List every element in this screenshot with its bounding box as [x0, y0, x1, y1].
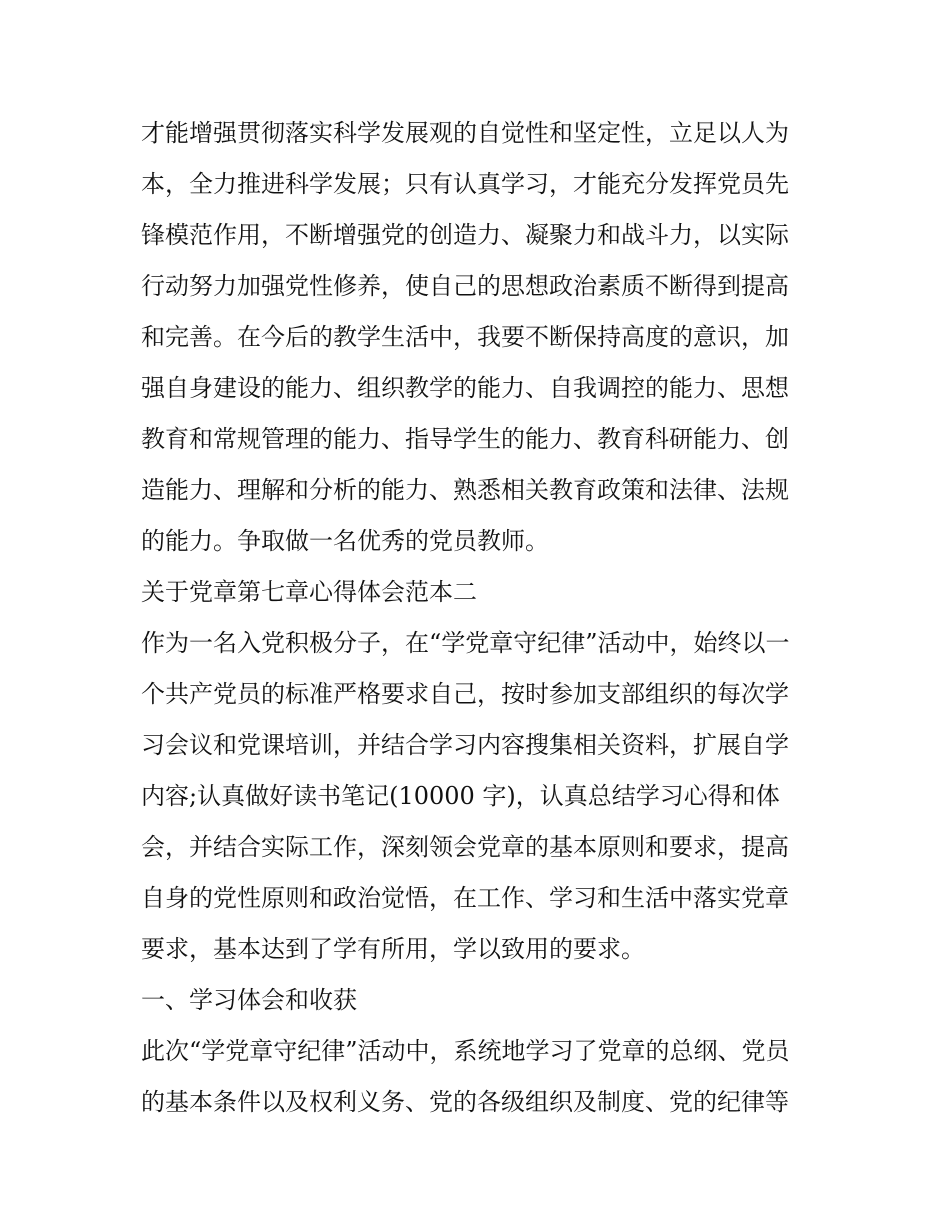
- text-line: 的基本条件以及权利义务、党的各级组织及制度、党的纪律等: [141, 1088, 789, 1116]
- text-line: 习会议和党课培训，并结合学习内容搜集相关资料，扩展自学: [141, 731, 789, 759]
- text-line: 作为一名入党积极分子，在“学党章守纪律”活动中，始终以一: [141, 629, 790, 657]
- text-line: 强自身建设的能力、组织教学的能力、自我调控的能力、思想: [141, 374, 789, 402]
- text-line: 教育和常规管理的能力、指导学生的能力、教育科研能力、创: [141, 425, 789, 453]
- text-line: 会，并结合实际工作，深刻领会党章的基本原则和要求，提高: [141, 833, 789, 861]
- text-line: 内容;认真做好读书笔记(10000 字)，认真总结学习心得和体: [141, 782, 780, 810]
- text-line: 和完善。在今后的教学生活中，我要不断保持高度的意识，加: [141, 323, 789, 351]
- text-line: 此次“学党章守纪律”活动中，系统地学习了党章的总纲、党员: [141, 1037, 790, 1065]
- section-heading: 关于党章第七章心得体会范本二: [141, 578, 477, 606]
- text-line: 要求，基本达到了学有所用，学以致用的要求。: [141, 935, 645, 963]
- text-line: 才能增强贯彻落实科学发展观的自觉性和坚定性，立足以人为: [141, 119, 789, 147]
- text-line: 自身的党性原则和政治觉悟，在工作、学习和生活中落实党章: [141, 884, 789, 912]
- subsection-heading: 一、学习体会和收获: [141, 986, 357, 1014]
- text-line: 的能力。争取做一名优秀的党员教师。: [141, 527, 549, 555]
- text-line: 本，全力推进科学发展；只有认真学习，才能充分发挥党员先: [141, 170, 789, 198]
- text-line: 锋模范作用，不断增强党的创造力、凝聚力和战斗力，以实际: [141, 221, 789, 249]
- text-line: 行动努力加强党性修养，使自己的思想政治素质不断得到提高: [141, 272, 789, 300]
- text-line: 个共产党员的标准严格要求自己，按时参加支部组织的每次学: [141, 680, 789, 708]
- document-body: [141, 108, 821, 1128]
- text-line: 造能力、理解和分析的能力、熟悉相关教育政策和法律、法规: [141, 476, 789, 504]
